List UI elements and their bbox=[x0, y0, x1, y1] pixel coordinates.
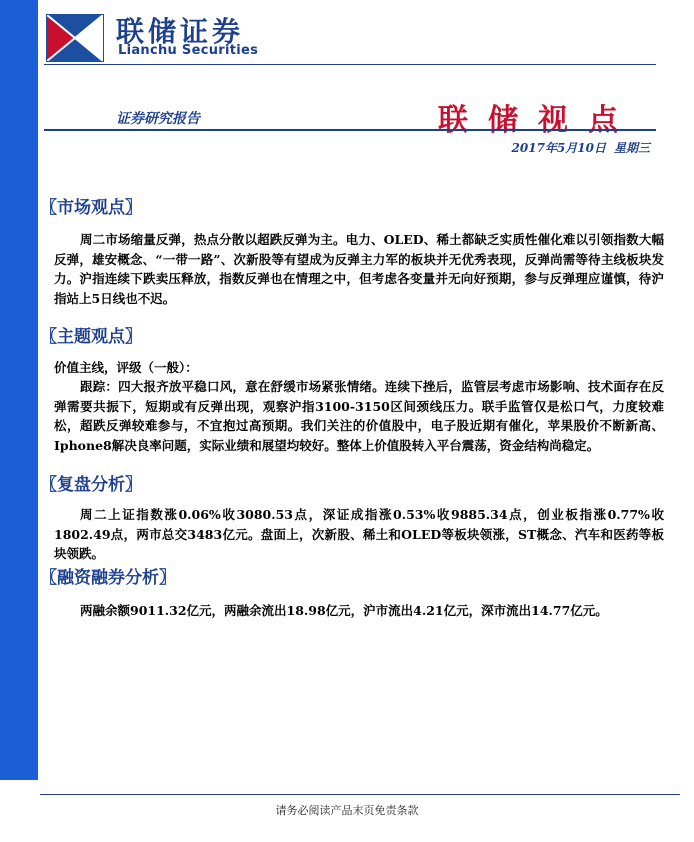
weekday-text: 星期三 bbox=[613, 141, 650, 155]
title-divider bbox=[44, 129, 656, 131]
review-text: 周二上证指数涨0.06%收3080.53点，深证成指涨0.53%收9885.34点，创业板指涨0.77%收1802.49点，两市总交3483亿元。盘面上，次新股、稀土和OLED等板块领涨，ST概念、汽车和医药等板块领跌。 bbox=[54, 507, 664, 561]
margin-text: 两融余额9011.32亿元，两融余流出18.98亿元，沪市流出4.21亿元，深市流出14.77亿元。 bbox=[80, 603, 608, 618]
brand-title: 联储视点 bbox=[438, 103, 638, 138]
theme-rating-line: 价值主线，评级（一般）： bbox=[54, 360, 198, 375]
footer-disclaimer: 请务必阅读产品末页免责条款 bbox=[275, 804, 419, 817]
footer-divider bbox=[40, 794, 680, 795]
report-type-label: 证券研究报告 bbox=[116, 111, 200, 127]
section-title-margin: 〖融资融券分析〗 bbox=[40, 568, 176, 588]
section-title-review: 〖复盘分析〗 bbox=[40, 475, 142, 495]
company-logo-icon bbox=[46, 14, 104, 62]
header-divider bbox=[44, 64, 656, 65]
left-sidebar-bar bbox=[0, 0, 38, 780]
theme-view-text: 跟踪：四大报齐放平稳口风，意在舒缓市场紧张情绪。连续下挫后，监管层考虑市场影响、技术面存在反弹需要共振下，短期或有反弹出现，观察沪指3100-3150区间颈线压力。联手监管仅是松口气，力度较难松，超跌反弹较难参与，不宜抱过高预期。我们关注的价值股中，电子股近期有催化，苹果股价不断新高、Iphone8解决良率问题，实际业绩和展望均较好。整体上价值股转入平台震荡，资金结构尚稳定。 bbox=[54, 379, 664, 453]
company-name-cn: 联储证券 bbox=[116, 15, 245, 48]
market-view-text: 周二市场缩量反弹，热点分散以超跌反弹为主。电力、OLED、稀土都缺乏实质性催化难以引领指数大幅反弹，雄安概念、“一带一路”、次新股等有望成为反弹主力军的板块并无优秀表现，反弹尚需等待主线板块发力。沪指连续下跌卖压释放，指数反弹也在情理之中，但考虑各变量并无向好预期，参与反弹理应谨慎，待沪指站上5日线也不迟。 bbox=[54, 232, 664, 306]
report-date bbox=[504, 139, 650, 156]
date-text: 2017年5月10日 bbox=[511, 141, 606, 155]
section-title-market: 〖市场观点〗 bbox=[40, 198, 142, 218]
section-title-theme: 〖主题观点〗 bbox=[40, 327, 142, 347]
company-name-en: Lianchu Securities bbox=[118, 43, 259, 58]
